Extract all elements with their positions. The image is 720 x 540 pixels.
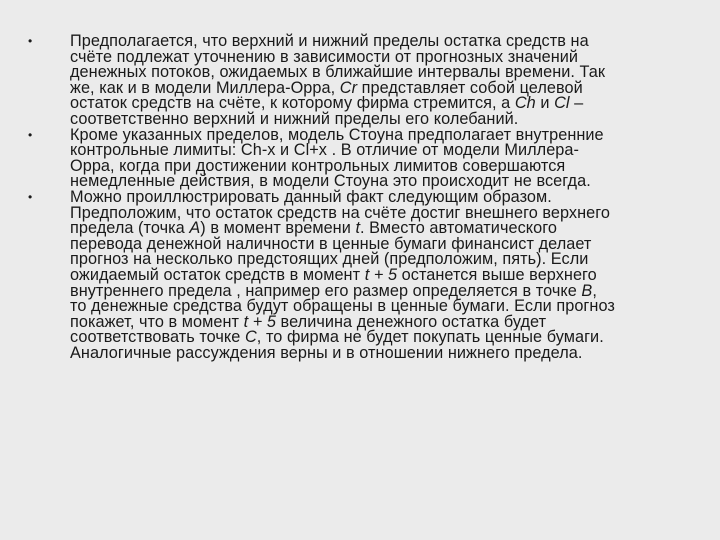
text-run: соответствовать точке xyxy=(70,328,245,347)
text-run: , xyxy=(592,281,597,300)
text-run: – xyxy=(569,94,584,113)
text-run: то денежные средства будут обращены в ценные бумаги. Если прогноз xyxy=(70,297,615,316)
text-run: Аналогичные рассуждения верны и в отношении нижнего предела. xyxy=(70,343,583,362)
text-run: предела (точка xyxy=(70,219,190,238)
bullet-item xyxy=(28,34,688,128)
text-run: останется выше верхнего xyxy=(397,265,597,284)
bullet-text xyxy=(70,187,688,362)
italic-symbol: t + 5 xyxy=(243,312,276,331)
text-run: остаток средств на счёте, к которому фирма стремится, а xyxy=(70,94,515,113)
text-run: Орра, когда при достижении контрольных лимитов совершаются xyxy=(70,156,566,175)
bullet-text xyxy=(70,34,688,128)
text-run: контрольные лимиты: Ch-x и Cl+x . В отличие от модели Миллера- xyxy=(70,141,579,160)
text-run: Кроме указанных пределов, модель Стоуна предполагает внутренние xyxy=(70,125,604,144)
text-run: . Вместо автоматического xyxy=(360,219,557,238)
italic-symbol: Ch xyxy=(514,94,536,113)
bullet-marker: • xyxy=(28,189,33,204)
text-run: ожидаемый остаток средств в момент xyxy=(70,265,365,284)
text-run: соответственно верхний и нижний пределы его колебаний. xyxy=(70,109,519,128)
text-run: покажет, что в момент xyxy=(70,312,244,331)
italic-symbol: t xyxy=(355,219,361,238)
italic-symbol: Cl xyxy=(554,94,570,113)
text-run: перевода денежной наличности в ценные бумаги финансист делает xyxy=(70,234,592,253)
bullet-item xyxy=(28,125,688,191)
italic-symbol: B xyxy=(581,281,593,300)
text-run: Предположим, что остаток средств на счёте достиг внешнего верхнего xyxy=(70,203,610,222)
bullet-list xyxy=(28,34,688,361)
italic-symbol: t + 5 xyxy=(364,265,398,284)
bullet-marker: • xyxy=(28,127,33,142)
italic-symbol: C xyxy=(244,328,257,347)
text-run: Предполагается, что верхний и нижний пределы остатка средств на xyxy=(70,32,589,50)
text-run: же, как и в модели Миллера-Орра, xyxy=(70,78,340,97)
italic-symbol: Cr xyxy=(339,78,358,97)
bullet-item xyxy=(28,187,688,362)
text-run: ) в момент времени xyxy=(200,219,356,238)
bullet-text xyxy=(70,125,688,191)
text-run: , то фирма не будет покупать ценные бумаги. xyxy=(256,328,604,347)
text-run: денежных потоков, ожидаемых в ближайшие интервалы времени. Так xyxy=(70,63,606,82)
text-line xyxy=(70,343,688,362)
text-run: и xyxy=(535,94,555,113)
bullet-marker: • xyxy=(28,34,33,48)
text-run: величина денежного остатка будет xyxy=(275,312,547,331)
text-run: Можно проиллюстрировать данный факт следующим образом. xyxy=(70,187,552,206)
text-run: немедленные действия, в модели Стоуна это происходит не всегда. xyxy=(70,172,591,191)
text-run: прогноз на несколько предстоящих дней (предположим, пять). Если xyxy=(70,250,589,269)
text-run: представляет собой целевой xyxy=(357,78,583,97)
italic-symbol: A xyxy=(189,219,201,238)
text-run: внутреннего предела , например его размер определяется в точке xyxy=(70,281,582,300)
text-run: счёте подлежат уточнению в зависимости от прогнозных значений xyxy=(70,47,579,66)
